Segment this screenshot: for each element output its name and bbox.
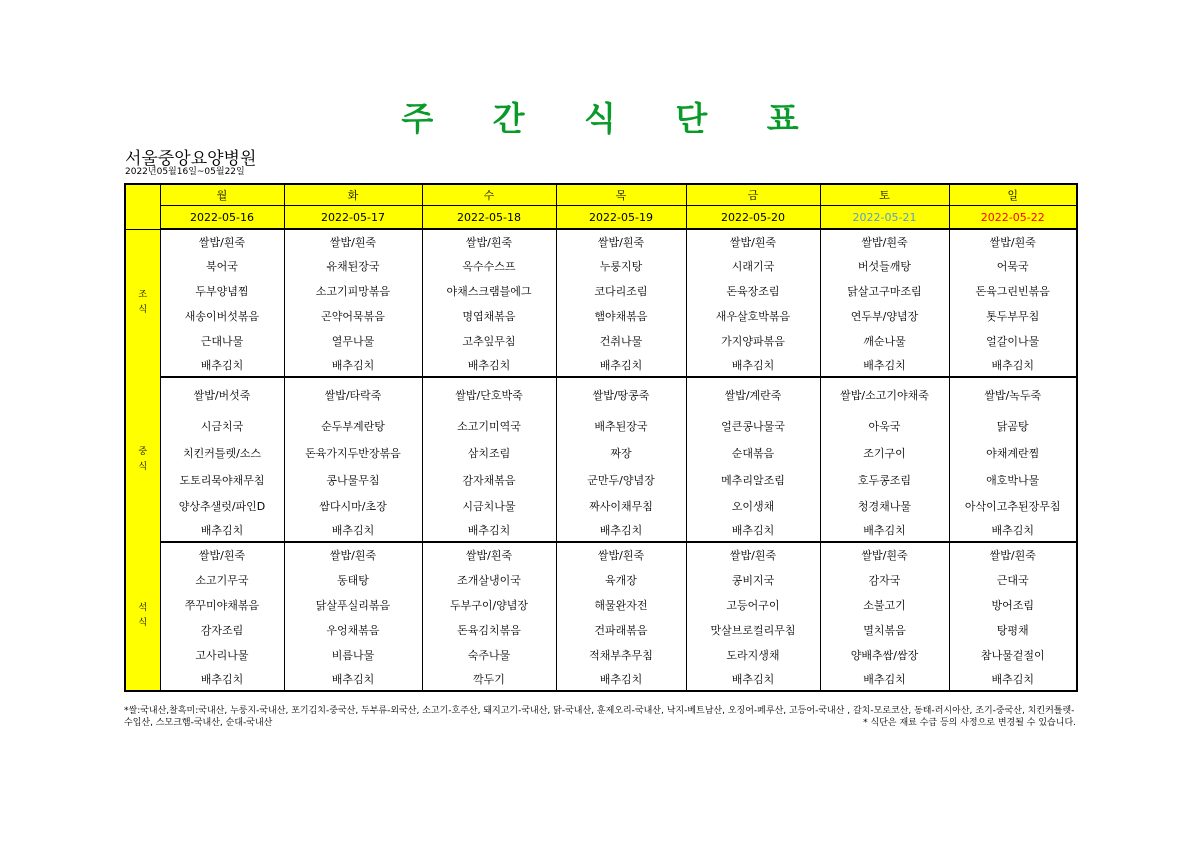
menu-period: 2022년05월16일~05월22일 [125, 167, 245, 177]
menu-item: 쭈꾸미야채볶음 [160, 592, 284, 617]
menu-item: 두부구이/양념장 [422, 592, 556, 617]
menu-item: 짜장 [556, 439, 686, 466]
menu-item: 연두부/양념장 [820, 303, 949, 328]
menu-item: 맛살브로컬리무침 [686, 617, 820, 642]
menu-item: 쌈다시마/초장 [284, 493, 422, 518]
menu-item: 배추된장국 [556, 412, 686, 439]
menu-item: 곤약어묵볶음 [284, 303, 422, 328]
change-notice: * 식단은 재료 수급 등의 사정으로 변경될 수 있습니다. [863, 718, 1076, 728]
menu-row [125, 303, 1077, 328]
menu-item: 쌀밥/흰죽 [686, 229, 820, 253]
menu-item: 쌀밥/흰죽 [160, 542, 284, 567]
menu-item: 돈육장조림 [686, 278, 820, 303]
menu-item: 쌀밥/단호박죽 [422, 377, 556, 412]
menu-item: 멸치볶음 [820, 617, 949, 642]
menu-row [125, 592, 1077, 617]
menu-item: 시래기국 [686, 253, 820, 278]
menu-row [125, 493, 1077, 518]
day-label: 화 [284, 184, 422, 206]
menu-item: 청경채나물 [820, 493, 949, 518]
menu-item: 가지양파볶음 [686, 328, 820, 353]
day-date: 2022-05-18 [422, 206, 556, 230]
meal-label: 조 식 [125, 229, 160, 377]
menu-item: 깨순나물 [820, 328, 949, 353]
menu-row [125, 466, 1077, 493]
menu-item: 순두부계란탕 [284, 412, 422, 439]
menu-item: 돈육그린빈볶음 [949, 278, 1077, 303]
menu-row [125, 253, 1077, 278]
menu-row [125, 617, 1077, 642]
menu-item: 배추김치 [160, 667, 284, 691]
menu-item: 새송이버섯볶음 [160, 303, 284, 328]
menu-item: 어묵국 [949, 253, 1077, 278]
menu-item: 누룽지탕 [556, 253, 686, 278]
menu-item: 양배추쌈/쌈장 [820, 642, 949, 667]
menu-item: 근대나물 [160, 328, 284, 353]
day-date: 2022-05-21 [820, 206, 949, 230]
menu-item: 배추김치 [686, 353, 820, 377]
menu-item: 아삭이고추된장무침 [949, 493, 1077, 518]
menu-item: 콩나물무침 [284, 466, 422, 493]
hospital-name: 서울중앙요양병원 [125, 149, 257, 169]
menu-item: 쌀밥/타락죽 [284, 377, 422, 412]
menu-item: 쌀밥/흰죽 [949, 229, 1077, 253]
menu-item: 방어조림 [949, 592, 1077, 617]
menu-item: 도토리묵야채무침 [160, 466, 284, 493]
menu-item: 배추김치 [820, 518, 949, 542]
day-label: 수 [422, 184, 556, 206]
menu-item: 쌀밥/흰죽 [556, 542, 686, 567]
menu-item: 배추김치 [820, 353, 949, 377]
menu-item: 배추김치 [556, 667, 686, 691]
menu-item: 근대국 [949, 567, 1077, 592]
menu-item: 해물완자전 [556, 592, 686, 617]
menu-item: 배추김치 [284, 518, 422, 542]
menu-item: 쌀밥/흰죽 [422, 229, 556, 253]
menu-row [125, 518, 1077, 542]
footnote-text: *쌀:국내산,찰흑미:국내산, 누룽지-국내산, 포기김치-중국산, 두부류-외국산, 소고기-호주산, 돼지고기-국내산, 닭-국내산, 훈제오리-국내산, 낙지-베트남산, 오징어-페루산, 고등어-국내산 , 갈치-모로코산, 동태-러시아산, 조기-중국산, 치킨커틀렛-수입산, 스모크햄-국내산, 순대-국내산 [124, 706, 1075, 728]
menu-row [125, 377, 1077, 412]
menu-item: 햄야채볶음 [556, 303, 686, 328]
menu-item: 톳두부무침 [949, 303, 1077, 328]
menu-item: 순대볶음 [686, 439, 820, 466]
day-label: 금 [686, 184, 820, 206]
menu-item: 쌀밥/계란죽 [686, 377, 820, 412]
menu-item: 삼치조림 [422, 439, 556, 466]
menu-item: 닭살푸실리볶음 [284, 592, 422, 617]
menu-item: 배추김치 [284, 667, 422, 691]
menu-item: 조기구이 [820, 439, 949, 466]
menu-item: 배추김치 [949, 518, 1077, 542]
menu-item: 북어국 [160, 253, 284, 278]
menu-item: 배추김치 [160, 518, 284, 542]
menu-item: 고사리나물 [160, 642, 284, 667]
menu-item: 닭곰탕 [949, 412, 1077, 439]
menu-row [125, 328, 1077, 353]
menu-item: 도라지생채 [686, 642, 820, 667]
menu-item: 옥수수스프 [422, 253, 556, 278]
menu-row [125, 229, 1077, 253]
menu-item: 야채계란찜 [949, 439, 1077, 466]
menu-item: 얼갈이나물 [949, 328, 1077, 353]
menu-item: 육개장 [556, 567, 686, 592]
menu-item: 쌀밥/땅콩죽 [556, 377, 686, 412]
menu-item: 쌀밥/흰죽 [820, 229, 949, 253]
day-label: 토 [820, 184, 949, 206]
menu-item: 쌀밥/흰죽 [820, 542, 949, 567]
menu-item: 버섯들깨탕 [820, 253, 949, 278]
menu-item: 배추김치 [160, 353, 284, 377]
menu-item: 건취나물 [556, 328, 686, 353]
menu-item: 배추김치 [949, 667, 1077, 691]
day-label: 일 [949, 184, 1077, 206]
menu-item: 쌀밥/흰죽 [284, 542, 422, 567]
menu-item: 적채부추무침 [556, 642, 686, 667]
menu-item: 배추김치 [556, 353, 686, 377]
menu-item: 배추김치 [284, 353, 422, 377]
menu-item: 탕평채 [949, 617, 1077, 642]
menu-item: 배추김치 [949, 353, 1077, 377]
menu-item: 배추김치 [686, 518, 820, 542]
day-date: 2022-05-16 [160, 206, 284, 230]
menu-item: 호두콩조림 [820, 466, 949, 493]
menu-item: 쌀밥/흰죽 [284, 229, 422, 253]
menu-item: 감자국 [820, 567, 949, 592]
day-date: 2022-05-22 [949, 206, 1077, 230]
day-date: 2022-05-20 [686, 206, 820, 230]
menu-item: 소고기피망볶음 [284, 278, 422, 303]
origin-footnote [124, 705, 1076, 729]
menu-row [125, 278, 1077, 303]
menu-item: 두부양념찜 [160, 278, 284, 303]
corner-cell [125, 184, 160, 229]
menu-item: 오이생채 [686, 493, 820, 518]
menu-item: 쌀밥/소고기야채죽 [820, 377, 949, 412]
menu-item: 군만두/양념장 [556, 466, 686, 493]
day-date: 2022-05-17 [284, 206, 422, 230]
menu-item: 코다리조림 [556, 278, 686, 303]
menu-item: 소고기미역국 [422, 412, 556, 439]
menu-item: 배추김치 [820, 667, 949, 691]
menu-item: 시금치나물 [422, 493, 556, 518]
menu-row [125, 567, 1077, 592]
menu-item: 애호박나물 [949, 466, 1077, 493]
menu-item: 쌀밥/흰죽 [422, 542, 556, 567]
page-title: 주 간 식 단 표 [401, 99, 823, 138]
menu-item: 새우살호박볶음 [686, 303, 820, 328]
menu-item: 감자조림 [160, 617, 284, 642]
date-header-row [125, 206, 1077, 230]
menu-item: 쌀밥/버섯죽 [160, 377, 284, 412]
menu-item: 배추김치 [686, 667, 820, 691]
menu-item: 우엉채볶음 [284, 617, 422, 642]
menu-item: 콩비지국 [686, 567, 820, 592]
menu-item: 얼큰콩나물국 [686, 412, 820, 439]
day-header-row [125, 184, 1077, 206]
menu-item: 배추김치 [556, 518, 686, 542]
menu-item: 열무나물 [284, 328, 422, 353]
menu-item: 쌀밥/흰죽 [556, 229, 686, 253]
menu-item: 아욱국 [820, 412, 949, 439]
menu-item: 숙주나물 [422, 642, 556, 667]
menu-item: 돈육가지두반장볶음 [284, 439, 422, 466]
menu-item: 쌀밥/흰죽 [686, 542, 820, 567]
menu-item: 동태탕 [284, 567, 422, 592]
meal-label: 중 식 [125, 377, 160, 542]
menu-item: 배추김치 [422, 518, 556, 542]
menu-item: 건파래볶음 [556, 617, 686, 642]
menu-row [125, 439, 1077, 466]
menu-row [125, 642, 1077, 667]
menu-item: 조개살냉이국 [422, 567, 556, 592]
menu-item: 닭살고구마조림 [820, 278, 949, 303]
menu-item: 고등어구이 [686, 592, 820, 617]
day-date: 2022-05-19 [556, 206, 686, 230]
menu-item: 고추잎무침 [422, 328, 556, 353]
menu-item: 참나물겉절이 [949, 642, 1077, 667]
day-label: 목 [556, 184, 686, 206]
menu-item: 소불고기 [820, 592, 949, 617]
menu-item: 메추리알조림 [686, 466, 820, 493]
meal-label: 석 식 [125, 542, 160, 691]
menu-row [125, 542, 1077, 567]
day-label: 월 [160, 184, 284, 206]
menu-item: 쌀밥/흰죽 [949, 542, 1077, 567]
menu-row [125, 412, 1077, 439]
weekly-menu-table [124, 183, 1078, 692]
menu-item: 치킨커틀렛/소스 [160, 439, 284, 466]
menu-item: 비름나물 [284, 642, 422, 667]
menu-item: 깍두기 [422, 667, 556, 691]
menu-item: 짜사이채무침 [556, 493, 686, 518]
menu-item: 돈육김치볶음 [422, 617, 556, 642]
menu-item: 쌀밥/흰죽 [160, 229, 284, 253]
menu-item: 감자채볶음 [422, 466, 556, 493]
menu-item: 배추김치 [422, 353, 556, 377]
menu-item: 야채스크램블에그 [422, 278, 556, 303]
menu-item: 쌀밥/녹두죽 [949, 377, 1077, 412]
menu-row [125, 667, 1077, 691]
menu-item: 유채된장국 [284, 253, 422, 278]
menu-row [125, 353, 1077, 377]
menu-item: 양상추샐럿/파인D [160, 493, 284, 518]
menu-item: 명엽채볶음 [422, 303, 556, 328]
menu-item: 시금치국 [160, 412, 284, 439]
menu-item: 소고기무국 [160, 567, 284, 592]
